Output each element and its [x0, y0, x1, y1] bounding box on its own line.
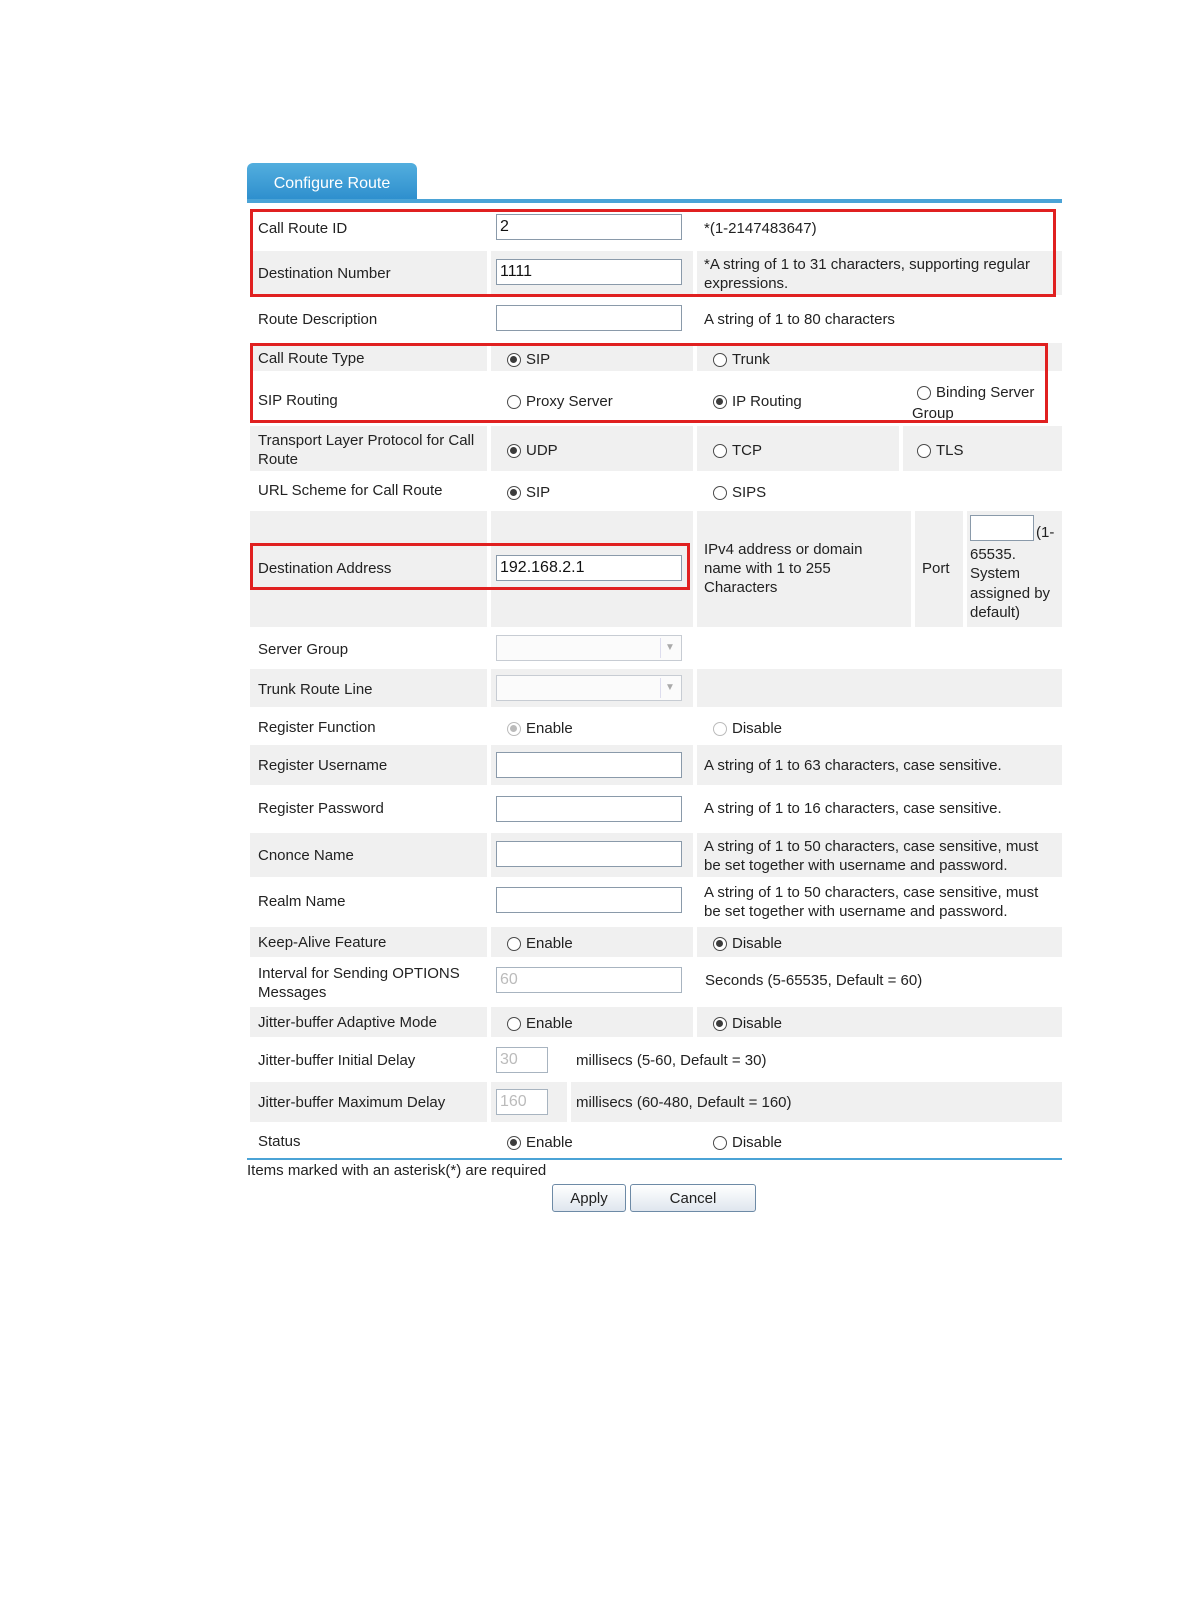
transport-tcp-radio[interactable]: TCP — [713, 442, 762, 460]
cancel-button[interactable]: Cancel — [630, 1184, 756, 1212]
port-help-4: assigned by — [970, 585, 1051, 602]
row-options-interval — [250, 957, 1062, 1007]
radio-circle-selected — [507, 1136, 521, 1150]
trunk-route-line-label: Trunk Route Line — [258, 681, 373, 698]
radio-circle-selected — [507, 444, 521, 458]
port-label: Port — [922, 560, 950, 577]
status-label: Status — [258, 1133, 301, 1150]
row-realm-name — [250, 877, 1062, 923]
jitter-mode-disable-radio[interactable]: Disable — [713, 1015, 782, 1033]
row-transport-protocol — [250, 426, 1062, 471]
server-group-select[interactable] — [496, 635, 682, 661]
port-input[interactable] — [970, 515, 1034, 541]
tab-configure-route[interactable]: Configure Route — [247, 163, 417, 203]
radio-circle-selected — [713, 1017, 727, 1031]
call-route-type-trunk-radio[interactable]: Trunk — [713, 351, 770, 369]
chevron-down-icon: ▼ — [660, 638, 679, 658]
keep-alive-label: Keep-Alive Feature — [258, 934, 387, 951]
row-jitter-max — [250, 1082, 1062, 1122]
row-route-description — [250, 299, 1062, 339]
row-jitter-initial — [250, 1037, 1062, 1082]
row-register-function — [250, 707, 1062, 745]
jitter-initial-label: Jitter-buffer Initial Delay — [258, 1052, 416, 1069]
form-bottom-line — [247, 1158, 1062, 1160]
port-help-5: default) — [970, 604, 1021, 621]
options-interval-help: Seconds (5-65535, Default = 60) — [705, 972, 923, 989]
row-register-password — [250, 785, 1062, 833]
radio-circle-selected — [507, 722, 521, 736]
sip-routing-binding-label-2: Group — [912, 405, 954, 422]
route-description-input[interactable] — [496, 305, 682, 331]
row-status — [250, 1122, 1062, 1156]
row-trunk-route-line — [250, 669, 1062, 707]
destination-address-help-2: name with 1 to 255 — [704, 560, 831, 577]
status-enable-radio[interactable]: Enable — [507, 1134, 573, 1152]
apply-button[interactable]: Apply — [552, 1184, 626, 1212]
realm-name-input[interactable] — [496, 887, 682, 913]
highlight-box-route-type — [250, 343, 1048, 423]
row-cnonce-name — [250, 833, 1062, 877]
transport-label-2: Route — [258, 451, 299, 468]
options-interval-label-1: Interval for Sending OPTIONS — [258, 965, 460, 982]
call-route-id-label: Call Route ID — [258, 220, 348, 237]
url-scheme-sips-radio[interactable]: SIPS — [713, 484, 766, 502]
realm-name-help-1: A string of 1 to 50 characters, case sensitive, must — [704, 884, 1039, 901]
realm-name-help-2: be set together with username and password. — [704, 903, 1008, 920]
register-username-help: A string of 1 to 63 characters, case sensitive. — [704, 757, 1002, 774]
url-scheme-label: URL Scheme for Call Route — [258, 482, 443, 499]
trunk-route-line-select[interactable] — [496, 675, 682, 701]
jitter-max-help: millisecs (60-480, Default = 160) — [576, 1094, 792, 1111]
highlight-box-required-fields — [250, 209, 1056, 297]
transport-tls-radio[interactable]: TLS — [917, 442, 964, 460]
keep-alive-disable-radio[interactable]: Disable — [713, 935, 782, 953]
jitter-initial-help: millisecs (5-60, Default = 30) — [576, 1052, 767, 1069]
radio-circle — [507, 1017, 521, 1031]
row-url-scheme — [250, 471, 1062, 511]
cnonce-name-label: Cnonce Name — [258, 847, 354, 864]
radio-circle — [713, 486, 727, 500]
register-function-disable-radio[interactable]: Disable — [713, 720, 782, 738]
jitter-mode-enable-radio[interactable]: Enable — [507, 1015, 573, 1033]
call-route-type-sip-radio[interactable]: SIP — [507, 351, 550, 369]
radio-circle — [713, 1136, 727, 1150]
url-scheme-sip-radio[interactable]: SIP — [507, 484, 550, 502]
register-username-input[interactable] — [496, 752, 682, 778]
chevron-down-icon: ▼ — [660, 678, 679, 698]
port-help-3: System — [970, 565, 1021, 582]
route-description-help: A string of 1 to 80 characters — [704, 311, 895, 328]
jitter-max-input[interactable] — [496, 1089, 548, 1115]
register-password-help: A string of 1 to 16 characters, case sensitive. — [704, 800, 1002, 817]
route-description-label: Route Description — [258, 311, 378, 328]
cnonce-name-input[interactable] — [496, 841, 682, 867]
destination-address-help-1: IPv4 address or domain — [704, 541, 863, 558]
keep-alive-enable-radio[interactable]: Enable — [507, 935, 573, 953]
port-help-2: 65535. — [970, 546, 1016, 563]
register-function-enable-radio[interactable]: Enable — [507, 720, 573, 738]
cnonce-name-help-1: A string of 1 to 50 characters, case sensitive, must — [704, 838, 1039, 855]
radio-circle-selected — [713, 937, 727, 951]
server-group-label: Server Group — [258, 641, 349, 658]
destination-address-label: Destination Address — [258, 560, 392, 577]
sip-routing-label: SIP Routing — [258, 392, 338, 409]
port-help-1: (1- — [1036, 524, 1055, 541]
destination-number-help-2: expressions. — [704, 275, 789, 292]
row-keep-alive — [250, 927, 1062, 957]
status-disable-radio[interactable]: Disable — [713, 1134, 782, 1152]
sip-routing-ip-radio[interactable]: IP Routing — [713, 393, 802, 411]
options-interval-input[interactable] — [496, 967, 682, 993]
tab-underline — [247, 199, 1062, 203]
jitter-initial-input[interactable] — [496, 1047, 548, 1073]
options-interval-label-2: Messages — [258, 984, 327, 1001]
transport-label-1: Transport Layer Protocol for Call — [258, 432, 475, 449]
register-password-input[interactable] — [496, 796, 682, 822]
radio-circle — [713, 722, 727, 736]
realm-name-label: Realm Name — [258, 893, 346, 910]
destination-address-help-3: Characters — [704, 579, 778, 596]
destination-number-help-1: *A string of 1 to 31 characters, supporting regular — [704, 256, 1031, 273]
register-username-label: Register Username — [258, 757, 388, 774]
cnonce-name-help-2: be set together with username and password. — [704, 857, 1008, 874]
row-jitter-mode — [250, 1007, 1062, 1037]
sip-routing-binding-radio[interactable]: Binding Server — [917, 384, 1034, 402]
required-note: Items marked with an asterisk(*) are required — [247, 1162, 547, 1179]
highlight-box-destination-address — [250, 543, 690, 590]
transport-udp-radio[interactable]: UDP — [507, 442, 558, 460]
radio-circle — [917, 444, 931, 458]
call-route-id-help: *(1-2147483647) — [704, 220, 817, 237]
destination-number-label: Destination Number — [258, 265, 391, 282]
register-function-label: Register Function — [258, 719, 376, 736]
call-route-type-label: Call Route Type — [258, 350, 365, 367]
sip-routing-proxy-radio[interactable]: Proxy Server — [507, 393, 613, 411]
register-password-label: Register Password — [258, 800, 384, 817]
row-register-username — [250, 745, 1062, 785]
row-server-group — [250, 629, 1062, 669]
radio-circle-selected — [507, 486, 521, 500]
radio-circle — [713, 444, 727, 458]
radio-circle — [507, 937, 521, 951]
jitter-mode-label: Jitter-buffer Adaptive Mode — [258, 1014, 437, 1031]
jitter-max-label: Jitter-buffer Maximum Delay — [258, 1094, 446, 1111]
